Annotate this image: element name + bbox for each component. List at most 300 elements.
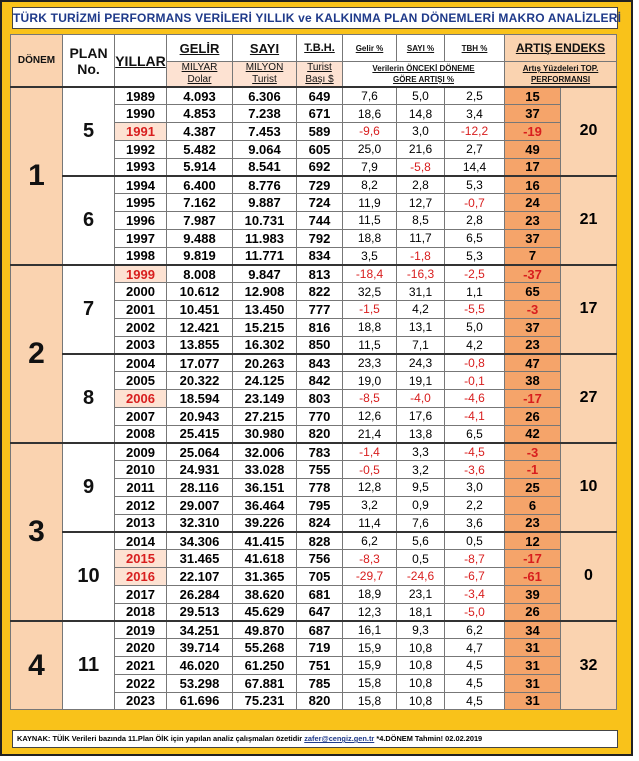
sayi-cell: 49.870 (233, 621, 297, 639)
gelir-pct-cell: -1,4 (343, 443, 397, 461)
index-cell: 31 (505, 657, 561, 675)
tbh-cell: 681 (297, 585, 343, 603)
sayi-cell: 30.980 (233, 425, 297, 443)
year-cell: 2019 (115, 621, 167, 639)
tbh-pct-cell: 2,5 (445, 87, 505, 105)
header-artis-desc-line1: Artış Yüzdeleri TOP. (522, 64, 599, 73)
sayi-cell: 10.731 (233, 212, 297, 230)
index-cell: 34 (505, 621, 561, 639)
sayi-pct-cell: 11,7 (397, 229, 445, 247)
gelir-pct-cell: 15,8 (343, 674, 397, 692)
index-cell: -37 (505, 265, 561, 283)
index-cell: -17 (505, 550, 561, 568)
gelir-pct-cell: 11,4 (343, 514, 397, 532)
year-cell: 2005 (115, 372, 167, 390)
gelir-pct-cell: 12,8 (343, 479, 397, 497)
tbh-pct-cell: 3,4 (445, 105, 505, 123)
sayi-pct-cell: 19,1 (397, 372, 445, 390)
sayi-cell: 11.771 (233, 247, 297, 265)
gelir-pct-cell: 11,5 (343, 336, 397, 354)
sayi-cell: 7.453 (233, 123, 297, 141)
tbh-cell: 785 (297, 674, 343, 692)
donem-cell: 2 (11, 265, 63, 443)
year-cell: 2001 (115, 301, 167, 319)
sayi-pct-cell: 14,8 (397, 105, 445, 123)
gelir-pct-cell: 11,5 (343, 212, 397, 230)
gelir-cell: 4.853 (167, 105, 233, 123)
tbh-cell: 744 (297, 212, 343, 230)
gelir-cell: 13.855 (167, 336, 233, 354)
gelir-pct-cell: 18,9 (343, 585, 397, 603)
sayi-pct-cell: 8,5 (397, 212, 445, 230)
tbh-pct-cell: 4,2 (445, 336, 505, 354)
table-row (11, 621, 617, 639)
gelir-pct-cell: 16,1 (343, 621, 397, 639)
gelir-cell: 34.306 (167, 532, 233, 550)
tbh-pct-cell: -0,7 (445, 194, 505, 212)
tbh-pct-cell: -2,5 (445, 265, 505, 283)
gelir-pct-cell: 32,5 (343, 283, 397, 301)
tbh-pct-cell: -3,4 (445, 585, 505, 603)
tbh-cell: 824 (297, 514, 343, 532)
header-sayi: SAYI (233, 35, 297, 62)
tbh-pct-cell: -5,5 (445, 301, 505, 319)
index-cell: 42 (505, 425, 561, 443)
header-tbh: T.B.H. (297, 35, 343, 62)
year-cell: 2015 (115, 550, 167, 568)
sayi-cell: 55.268 (233, 639, 297, 657)
performance-table (10, 34, 617, 710)
tbh-pct-cell: 6,5 (445, 229, 505, 247)
sayi-pct-cell: 9,3 (397, 621, 445, 639)
tbh-cell: 820 (297, 425, 343, 443)
sayi-cell: 12.908 (233, 283, 297, 301)
gelir-pct-cell: 15,8 (343, 692, 397, 710)
gelir-cell: 17.077 (167, 354, 233, 372)
year-cell: 2006 (115, 390, 167, 408)
gelir-pct-cell: 15,9 (343, 657, 397, 675)
index-cell: 12 (505, 532, 561, 550)
header-plan-line1: PLAN (69, 44, 108, 61)
tbh-cell: 770 (297, 407, 343, 425)
tbh-cell: 795 (297, 496, 343, 514)
sayi-pct-cell: 10,8 (397, 657, 445, 675)
gelir-cell: 18.594 (167, 390, 233, 408)
tbh-pct-cell: -12,2 (445, 123, 505, 141)
index-cell: -19 (505, 123, 561, 141)
year-cell: 2004 (115, 354, 167, 372)
tbh-cell: 724 (297, 194, 343, 212)
tbh-pct-cell: 2,2 (445, 496, 505, 514)
tbh-pct-cell: 3,6 (445, 514, 505, 532)
gelir-pct-cell: -8,5 (343, 390, 397, 408)
tbh-cell: 751 (297, 657, 343, 675)
plan-cell: 11 (63, 621, 115, 710)
gelir-pct-cell: 21,4 (343, 425, 397, 443)
sayi-pct-cell: 7,6 (397, 514, 445, 532)
year-cell: 2008 (115, 425, 167, 443)
tbh-cell: 705 (297, 568, 343, 586)
header-sayi-sub2: Turist (252, 74, 277, 85)
plan-cell: 9 (63, 443, 115, 532)
sayi-cell: 16.302 (233, 336, 297, 354)
tbh-cell: 777 (297, 301, 343, 319)
index-cell: 37 (505, 105, 561, 123)
header-yillar: YILLAR (115, 35, 167, 88)
index-cell: 65 (505, 283, 561, 301)
header-plan-line2: No. (77, 60, 100, 77)
tbh-cell: 820 (297, 692, 343, 710)
sayi-pct-cell: 31,1 (397, 283, 445, 301)
table-body (11, 87, 617, 710)
footer-text-2: *4.DÖNEM Tahmin! 02.02.2019 (374, 734, 483, 743)
year-cell: 1993 (115, 158, 167, 176)
sayi-cell: 41.618 (233, 550, 297, 568)
sayi-cell: 13.450 (233, 301, 297, 319)
gelir-cell: 7.987 (167, 212, 233, 230)
tbh-cell: 649 (297, 87, 343, 105)
sayi-cell: 9.887 (233, 194, 297, 212)
index-cell: -1 (505, 461, 561, 479)
sayi-pct-cell: 10,8 (397, 639, 445, 657)
header-sayi-pct: SAYI % (397, 35, 445, 62)
plan-total-cell: 0 (561, 532, 617, 621)
sayi-cell: 38.620 (233, 585, 297, 603)
sayi-cell: 9.064 (233, 140, 297, 158)
index-cell: 7 (505, 247, 561, 265)
tbh-cell: 687 (297, 621, 343, 639)
sayi-cell: 31.365 (233, 568, 297, 586)
index-cell: 49 (505, 140, 561, 158)
tbh-cell: 834 (297, 247, 343, 265)
tbh-cell: 842 (297, 372, 343, 390)
gelir-cell: 4.093 (167, 87, 233, 105)
year-cell: 2018 (115, 603, 167, 621)
gelir-pct-cell: 18,6 (343, 105, 397, 123)
tbh-cell: 692 (297, 158, 343, 176)
page-title: TÜRK TURİZMİ PERFORMANS VERİLERİ YILLIK ve KALKINMA PLAN DÖNEMLERİ MAKRO ANALİZLERİ (12, 7, 618, 29)
header-gelir-pct: Gelir % (343, 35, 397, 62)
year-cell: 1996 (115, 212, 167, 230)
gelir-cell: 5.482 (167, 140, 233, 158)
tbh-pct-cell: -4,5 (445, 443, 505, 461)
gelir-cell: 4.387 (167, 123, 233, 141)
year-cell: 2003 (115, 336, 167, 354)
header-pct-desc-line1: Verilerin ÖNCEKİ DÖNEME (372, 64, 475, 73)
gelir-pct-cell: -18,4 (343, 265, 397, 283)
gelir-pct-cell: 7,9 (343, 158, 397, 176)
sayi-cell: 6.306 (233, 87, 297, 105)
sayi-pct-cell: 2,8 (397, 176, 445, 194)
sayi-pct-cell: 24,3 (397, 354, 445, 372)
sayi-pct-cell: 4,2 (397, 301, 445, 319)
tbh-cell: 647 (297, 603, 343, 621)
tbh-pct-cell: -8,7 (445, 550, 505, 568)
gelir-cell: 7.162 (167, 194, 233, 212)
sayi-pct-cell: 13,8 (397, 425, 445, 443)
tbh-pct-cell: 2,8 (445, 212, 505, 230)
year-cell: 1998 (115, 247, 167, 265)
gelir-pct-cell: 23,3 (343, 354, 397, 372)
header-gelir-sub2: Dolar (187, 74, 212, 85)
tbh-pct-cell: 5,3 (445, 176, 505, 194)
table-row (11, 176, 617, 194)
index-cell: 31 (505, 692, 561, 710)
gelir-cell: 28.116 (167, 479, 233, 497)
sayi-cell: 11.983 (233, 229, 297, 247)
tbh-pct-cell: 4,7 (445, 639, 505, 657)
gelir-cell: 29.513 (167, 603, 233, 621)
donem-cell: 1 (11, 87, 63, 265)
gelir-cell: 61.696 (167, 692, 233, 710)
tbh-cell: 822 (297, 283, 343, 301)
table-row (11, 443, 617, 461)
index-cell: 16 (505, 176, 561, 194)
tbh-pct-cell: -3,6 (445, 461, 505, 479)
year-cell: 2022 (115, 674, 167, 692)
footer-text-1: KAYNAK: TÜİK Verileri bazında 11.Plan ÖİK için yapılan analiz çalışmaları özetidir (17, 734, 305, 743)
year-cell: 2014 (115, 532, 167, 550)
tbh-pct-cell: 4,5 (445, 674, 505, 692)
tbh-pct-cell: -4,1 (445, 407, 505, 425)
sayi-pct-cell: 12,7 (397, 194, 445, 212)
sayi-cell: 15.215 (233, 318, 297, 336)
donem-cell: 4 (11, 621, 63, 710)
index-cell: -17 (505, 390, 561, 408)
sayi-pct-cell: -16,3 (397, 265, 445, 283)
index-cell: 37 (505, 229, 561, 247)
header-gelir: GELİR (167, 35, 233, 62)
gelir-cell: 9.488 (167, 229, 233, 247)
plan-total-cell: 21 (561, 176, 617, 265)
sayi-cell: 32.006 (233, 443, 297, 461)
tbh-cell: 828 (297, 532, 343, 550)
index-cell: 37 (505, 318, 561, 336)
year-cell: 1994 (115, 176, 167, 194)
year-cell: 1990 (115, 105, 167, 123)
sayi-pct-cell: 17,6 (397, 407, 445, 425)
gelir-cell: 20.322 (167, 372, 233, 390)
tbh-cell: 792 (297, 229, 343, 247)
year-cell: 2000 (115, 283, 167, 301)
tbh-pct-cell: 6,5 (445, 425, 505, 443)
tbh-pct-cell: 4,5 (445, 657, 505, 675)
header-pct-desc (343, 62, 505, 88)
tbh-cell: 850 (297, 336, 343, 354)
sayi-pct-cell: 9,5 (397, 479, 445, 497)
header-artis-desc (505, 62, 617, 88)
sayi-cell: 8.776 (233, 176, 297, 194)
table-row (11, 87, 617, 105)
index-cell: 39 (505, 585, 561, 603)
gelir-pct-cell: 8,2 (343, 176, 397, 194)
year-cell: 2009 (115, 443, 167, 461)
plan-cell: 5 (63, 87, 115, 176)
year-cell: 2007 (115, 407, 167, 425)
header-gelir-sub (167, 62, 233, 88)
gelir-pct-cell: 18,8 (343, 318, 397, 336)
header-sayi-sub1: MİLYON (245, 62, 284, 73)
gelir-cell: 39.714 (167, 639, 233, 657)
index-cell: 31 (505, 639, 561, 657)
index-cell: 23 (505, 212, 561, 230)
tbh-pct-cell: -6,7 (445, 568, 505, 586)
tbh-cell: 843 (297, 354, 343, 372)
header-pct-desc-line2: GÖRE ARTIŞI % (392, 75, 455, 84)
gelir-cell: 53.298 (167, 674, 233, 692)
sayi-cell: 23.149 (233, 390, 297, 408)
gelir-cell: 25.415 (167, 425, 233, 443)
gelir-pct-cell: 3,5 (343, 247, 397, 265)
gelir-cell: 6.400 (167, 176, 233, 194)
tbh-cell: 719 (297, 639, 343, 657)
gelir-cell: 25.064 (167, 443, 233, 461)
gelir-pct-cell: 19,0 (343, 372, 397, 390)
gelir-pct-cell: 6,2 (343, 532, 397, 550)
gelir-cell: 24.931 (167, 461, 233, 479)
header-gelir-sub1: MİLYAR (181, 62, 218, 73)
header-artis-desc-line2: PERFORMANSI (530, 75, 591, 84)
sayi-cell: 67.881 (233, 674, 297, 692)
tbh-pct-cell: -0,1 (445, 372, 505, 390)
header-sayi-sub (233, 62, 297, 88)
table-row (11, 354, 617, 372)
gelir-cell: 34.251 (167, 621, 233, 639)
sayi-pct-cell: 3,0 (397, 123, 445, 141)
gelir-pct-cell: 15,9 (343, 639, 397, 657)
sayi-pct-cell: 21,6 (397, 140, 445, 158)
header-tbh-sub1: Turist (307, 62, 332, 73)
sayi-cell: 75.231 (233, 692, 297, 710)
year-cell: 2021 (115, 657, 167, 675)
gelir-pct-cell: -8,3 (343, 550, 397, 568)
index-cell: 23 (505, 514, 561, 532)
tbh-pct-cell: -4,6 (445, 390, 505, 408)
index-cell: 26 (505, 407, 561, 425)
sayi-cell: 8.541 (233, 158, 297, 176)
plan-cell: 10 (63, 532, 115, 621)
year-cell: 1999 (115, 265, 167, 283)
gelir-cell: 29.007 (167, 496, 233, 514)
tbh-pct-cell: 3,0 (445, 479, 505, 497)
tbh-cell: 783 (297, 443, 343, 461)
tbh-pct-cell: 4,5 (445, 692, 505, 710)
tbh-cell: 803 (297, 390, 343, 408)
sayi-pct-cell: 10,8 (397, 674, 445, 692)
sayi-cell: 20.263 (233, 354, 297, 372)
sayi-cell: 61.250 (233, 657, 297, 675)
gelir-pct-cell: 11,9 (343, 194, 397, 212)
sayi-cell: 33.028 (233, 461, 297, 479)
gelir-cell: 9.819 (167, 247, 233, 265)
tbh-pct-cell: 5,0 (445, 318, 505, 336)
plan-total-cell: 32 (561, 621, 617, 710)
gelir-cell: 10.612 (167, 283, 233, 301)
tbh-cell: 605 (297, 140, 343, 158)
header-tbh-pct: TBH % (445, 35, 505, 62)
gelir-cell: 12.421 (167, 318, 233, 336)
gelir-cell: 46.020 (167, 657, 233, 675)
table-row (11, 532, 617, 550)
index-cell: -3 (505, 301, 561, 319)
year-cell: 2023 (115, 692, 167, 710)
index-cell: 31 (505, 674, 561, 692)
tbh-cell: 816 (297, 318, 343, 336)
sayi-cell: 24.125 (233, 372, 297, 390)
sayi-cell: 39.226 (233, 514, 297, 532)
header-artis-endeks: ARTIŞ ENDEKS (505, 35, 617, 62)
plan-total-cell: 10 (561, 443, 617, 532)
tbh-cell: 756 (297, 550, 343, 568)
gelir-pct-cell: -0,5 (343, 461, 397, 479)
index-cell: 38 (505, 372, 561, 390)
plan-total-cell: 17 (561, 265, 617, 354)
tbh-pct-cell: 2,7 (445, 140, 505, 158)
plan-total-cell: 20 (561, 87, 617, 176)
sayi-cell: 36.464 (233, 496, 297, 514)
sayi-pct-cell: 23,1 (397, 585, 445, 603)
sayi-cell: 7.238 (233, 105, 297, 123)
sayi-cell: 36.151 (233, 479, 297, 497)
year-cell: 2013 (115, 514, 167, 532)
tbh-pct-cell: -0,8 (445, 354, 505, 372)
sayi-pct-cell: 5,0 (397, 87, 445, 105)
sayi-pct-cell: -1,8 (397, 247, 445, 265)
year-cell: 2020 (115, 639, 167, 657)
tbh-cell: 813 (297, 265, 343, 283)
year-cell: 1995 (115, 194, 167, 212)
header-tbh-sub2: Başı $ (305, 74, 334, 85)
index-cell: 25 (505, 479, 561, 497)
gelir-pct-cell: 7,6 (343, 87, 397, 105)
gelir-pct-cell: 3,2 (343, 496, 397, 514)
table-row (11, 265, 617, 283)
sayi-pct-cell: 0,9 (397, 496, 445, 514)
gelir-cell: 31.465 (167, 550, 233, 568)
year-cell: 1997 (115, 229, 167, 247)
index-cell: 47 (505, 354, 561, 372)
sayi-cell: 41.415 (233, 532, 297, 550)
plan-cell: 7 (63, 265, 115, 354)
sayi-cell: 27.215 (233, 407, 297, 425)
gelir-cell: 32.310 (167, 514, 233, 532)
sayi-pct-cell: 13,1 (397, 318, 445, 336)
header-plan (63, 35, 115, 88)
tbh-cell: 778 (297, 479, 343, 497)
tbh-cell: 729 (297, 176, 343, 194)
year-cell: 2010 (115, 461, 167, 479)
sayi-pct-cell: -4,0 (397, 390, 445, 408)
sayi-pct-cell: 10,8 (397, 692, 445, 710)
gelir-pct-cell: 18,8 (343, 229, 397, 247)
plan-total-cell: 27 (561, 354, 617, 443)
footer-email-link[interactable]: zafer@cengiz.gen.tr (304, 734, 375, 743)
sayi-pct-cell: 7,1 (397, 336, 445, 354)
source-footer (12, 730, 618, 748)
tbh-cell: 671 (297, 105, 343, 123)
plan-cell: 6 (63, 176, 115, 265)
sayi-pct-cell: 0,5 (397, 550, 445, 568)
year-cell: 1989 (115, 87, 167, 105)
sayi-pct-cell: 3,3 (397, 443, 445, 461)
year-cell: 2017 (115, 585, 167, 603)
gelir-cell: 20.943 (167, 407, 233, 425)
sayi-pct-cell: 5,6 (397, 532, 445, 550)
year-cell: 2002 (115, 318, 167, 336)
index-cell: 24 (505, 194, 561, 212)
tbh-pct-cell: 1,1 (445, 283, 505, 301)
tbh-pct-cell: -5,0 (445, 603, 505, 621)
